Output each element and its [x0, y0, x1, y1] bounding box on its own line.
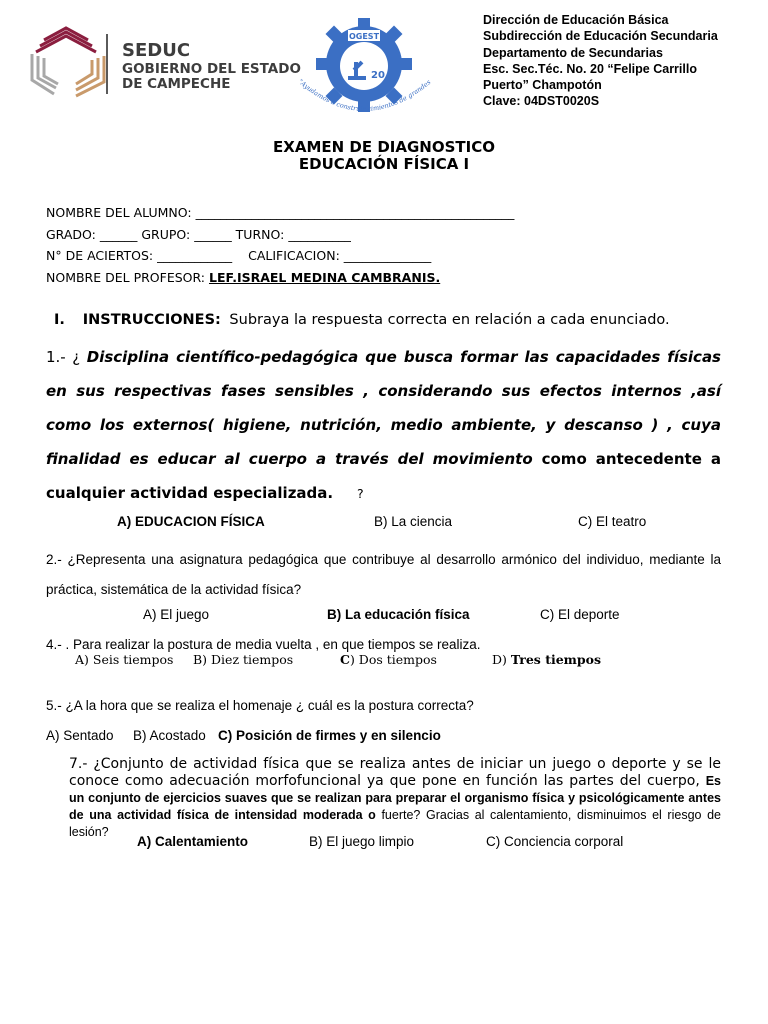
seduc-wordmark: [122, 40, 301, 92]
aciertos-label: N° DE ACIERTOS:: [46, 248, 158, 263]
q1-text: Disciplina científico-pedagógica que busca formar las capacidades físicas en sus respectivas fases sensibles , considerando sus efectos internos ,así como los externos( higiene, nutrición, medio ambiente, y descanso ) , cuya finalidad es educar al cuerpo a través del movimiento: [46, 348, 721, 468]
exam-subtitle: EDUCACIÓN FÍSICA I: [298, 155, 470, 173]
school-line: Departamento de Secundarias: [483, 45, 663, 60]
school-header: [483, 12, 718, 110]
grado-blank[interactable]: ______: [99, 227, 138, 242]
calificacion-blank[interactable]: ______________: [343, 248, 432, 263]
gear-badge-text: OGEST: [348, 32, 380, 41]
q2-option-b[interactable]: B) La educación física: [327, 607, 470, 622]
q5-option-a[interactable]: A) Sentado: [46, 728, 114, 743]
q7-option-b[interactable]: B) El juego limpio: [309, 834, 415, 849]
student-name-field[interactable]: [46, 205, 514, 220]
aciertos-blank[interactable]: ____________: [157, 248, 233, 263]
student-name-blank[interactable]: ___________________________________________________: [195, 205, 515, 220]
school-line: Puerto” Champotón: [483, 78, 602, 93]
question-1: [46, 340, 721, 511]
q7-text: 7.- ¿Conjunto de actividad física que se realiza antes de iniciar un juego o deporte y se le conoce como adecuación morfofuncional ya que pone en función las partes del cuerpo,: [69, 756, 721, 789]
section-text: Subraya la respuesta correcta en relación a cada enunciado.: [224, 312, 670, 328]
q1-option-c[interactable]: C) El teatro: [578, 514, 647, 529]
gear-number-text: 20: [371, 70, 385, 81]
q7-bold-text: Es un conjunto de ejercicios suaves que se realizan para preparar el organismo física y psicológicamente antes de una actividad física de intensidad moderada o: [69, 774, 721, 822]
q4-option-d-letter: D): [492, 652, 511, 667]
seduc-title: SEDUC: [122, 40, 191, 61]
q4-option-c-letter: C: [340, 652, 350, 667]
logo-divider: [106, 34, 108, 94]
q4-option-b[interactable]: B) Diez tiempos: [193, 652, 294, 667]
school-line: Esc. Sec.Téc. No. 20 “Felipe Carrillo: [483, 61, 697, 76]
gobierno-line-1: GOBIERNO DEL ESTADO: [122, 61, 301, 77]
school-gear-logo-icon: [292, 12, 438, 120]
student-name-label: NOMBRE DEL ALUMNO:: [46, 205, 196, 220]
q2-option-a[interactable]: A) El juego: [143, 607, 210, 622]
teacher-row: [46, 270, 440, 285]
q4-option-c-text: ) Dos tiempos: [349, 652, 437, 667]
calificacion-label: CALIFICACION:: [248, 248, 344, 263]
grupo-blank[interactable]: ______: [194, 227, 232, 242]
school-line: Subdirección de Educación Secundaria: [483, 29, 718, 44]
score-row: [46, 248, 431, 263]
grupo-label: GRUPO:: [137, 227, 195, 242]
section-number: I.: [54, 312, 65, 328]
gear-motto-path: "Ayudamos a construir cimientos de grandes: [296, 77, 433, 114]
q7-option-c[interactable]: C) Conciencia corporal: [486, 834, 624, 849]
q4-option-c[interactable]: [340, 652, 437, 667]
section-label: INSTRUCCIONES:: [82, 312, 221, 328]
q1-option-a[interactable]: A) EDUCACION FÍSICA: [117, 514, 265, 529]
q1-suffix: ?: [333, 486, 364, 501]
q5-option-c[interactable]: C) Posición de firmes y en silencio: [218, 728, 441, 743]
q4-option-d[interactable]: [492, 652, 601, 667]
question-7: [69, 756, 721, 841]
q7-option-a[interactable]: A) Calentamiento: [137, 834, 249, 849]
school-line: Clave: 04DST0020S: [483, 94, 600, 109]
q4-option-a[interactable]: A) Seis tiempos: [75, 652, 174, 667]
q4-option-d-text: Tres tiempos: [510, 652, 602, 667]
instructions: [54, 312, 670, 328]
q1-option-b[interactable]: B) La ciencia: [374, 514, 453, 529]
q1-prefix: 1.- ¿: [46, 348, 87, 366]
school-line: Dirección de Educación Básica: [483, 13, 669, 27]
profesor-name: LEF.ISRAEL MEDINA CAMBRANIS.: [208, 270, 441, 285]
grade-group-shift-row: [46, 227, 351, 242]
grado-label: GRADO:: [46, 227, 100, 242]
question-2: 2.- ¿Representa una asignatura pedagógica que contribuye al desarrollo armónico del individuo, mediante la práctica, sistemática de la actividad física?: [46, 552, 721, 597]
profesor-label: NOMBRE DEL PROFESOR:: [46, 270, 209, 285]
gobierno-line-2: DE CAMPECHE: [122, 76, 231, 92]
question-5: 5.- ¿A la hora que se realiza el homenaje ¿ cuál es la postura correcta?: [46, 698, 474, 713]
q1-text-end: como antecedente a cualquier actividad especializada.: [46, 450, 721, 502]
q2-option-c[interactable]: C) El deporte: [540, 607, 620, 622]
turno-blank[interactable]: __________: [288, 227, 351, 242]
exam-title: EXAMEN DE DIAGNOSTICO: [273, 138, 495, 156]
q7-small-text: fuerte? Gracias al calentamiento, disminuimos el riesgo de lesión?: [69, 808, 721, 839]
turno-label: TURNO:: [231, 227, 289, 242]
seduc-logo-icon: [26, 26, 112, 102]
question-4: 4.- . Para realizar la postura de media vuelta , en que tiempos se realiza.: [46, 637, 481, 652]
q5-option-b[interactable]: B) Acostado: [133, 728, 206, 743]
